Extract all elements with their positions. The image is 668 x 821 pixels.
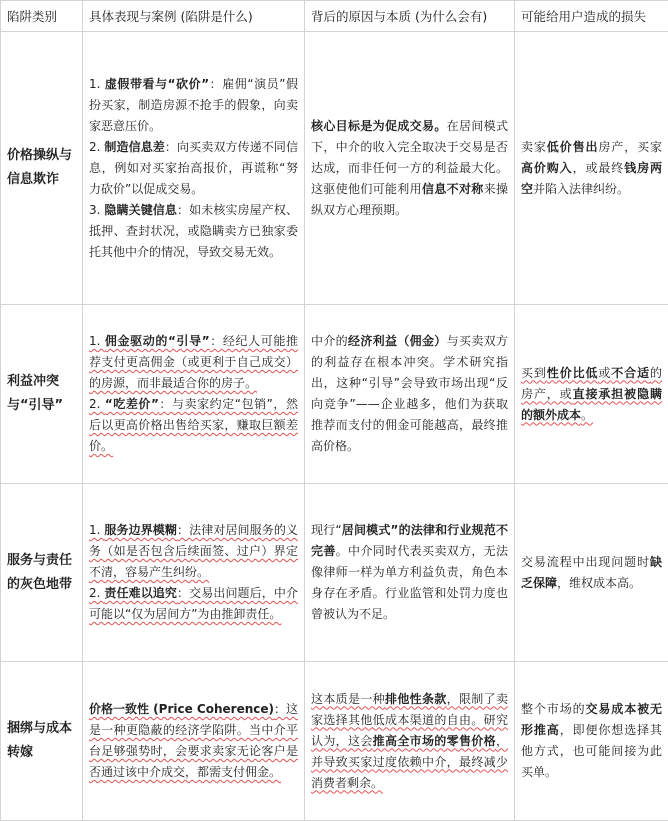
case-text: ：如未核实房屋产权、抵押、查封状况，或隐瞒卖方已独家委托其他中介的情况，导致交易无效。 — [89, 203, 298, 259]
case-item — [89, 394, 298, 457]
loss-text: ，维权成本高。 — [557, 576, 641, 590]
loss-cell — [515, 32, 668, 305]
reason-text: 这本质是一种 — [311, 692, 385, 706]
loss-text: 。 — [581, 408, 593, 422]
case-text: 1. — [89, 77, 105, 91]
loss-text: 不合适 — [611, 366, 650, 380]
loss-text: 低价售出 — [547, 140, 599, 154]
loss-text: ，或最终 — [573, 161, 625, 175]
case-text: ：交易出问题后，中介可能以“仅为居间方”为由推卸责任。 — [89, 586, 298, 621]
case-text: ：雇佣“演员”假扮买家，制造房源不抢手的假象，向卖家恶意压价。 — [89, 77, 298, 133]
table-row — [1, 305, 668, 484]
cases-cell — [83, 484, 305, 662]
case-text: ：向买卖双方传递不同信息，例如对买家抬高报价，再谎称“努力砍价”以促成交易。 — [89, 140, 298, 196]
category-cell: 利益冲突与“引导” — [1, 305, 83, 484]
case-text: 责任难以追究 — [104, 586, 177, 600]
loss-text: 钱房两空 — [521, 161, 662, 196]
case-text: 3. — [89, 203, 104, 217]
case-text: 1. — [89, 334, 105, 348]
loss-text: 交易成本被无形推高 — [521, 702, 662, 737]
cases-cell — [83, 662, 305, 821]
case-text: 服务边界模糊 — [104, 523, 177, 537]
reason-cell — [305, 32, 515, 305]
case-text: ：法律对居间服务的义务（如是否包含后续面签、过户）界定不清，容易产生纠纷。 — [89, 523, 298, 579]
case-text: 虚假带看与“砍价” — [105, 77, 209, 91]
case-item — [89, 137, 298, 200]
loss-text: 并陷入法律纠纷。 — [533, 182, 629, 196]
table-row — [1, 662, 668, 821]
case-text: 2. — [89, 140, 104, 154]
reason-text: 中介的 — [311, 334, 348, 348]
header-loss: 可能给用户造成的损失 — [515, 1, 668, 32]
case-text: 制造信息差 — [104, 140, 165, 154]
loss-cell — [515, 662, 668, 821]
loss-text: 直接承担被隐瞒的额外成本 — [521, 387, 662, 422]
case-text: 1. — [89, 523, 104, 537]
table-row — [1, 32, 668, 305]
case-item — [89, 699, 298, 783]
case-text: 佣金驱动的“引导” — [105, 334, 210, 348]
category-cell: 捆绑与成本转嫁 — [1, 662, 83, 821]
reason-text: 来操纵双方心理预期。 — [311, 182, 508, 217]
reason-cell — [305, 484, 515, 662]
cases-cell — [83, 32, 305, 305]
reason-text: 信息不对称 — [422, 182, 484, 196]
reason-cell — [305, 662, 515, 821]
reason-text: ，限制了卖家选择其他低成本渠道的自由。研究认为，这会 — [311, 692, 508, 748]
loss-text: 卖家 — [521, 140, 547, 154]
category-cell: 服务与责任的灰色地带 — [1, 484, 83, 662]
loss-text: 高价购入 — [521, 161, 573, 175]
reason-text: 在居间模式下，中介的收入完全取决于交易是否达成，而非任何一方的利益最大化。这驱使他们可能利用 — [311, 119, 508, 196]
case-item — [89, 331, 298, 394]
reason-text: 现行“ — [311, 523, 342, 537]
case-text: 隐瞒关键信息 — [104, 203, 177, 217]
reason-text: ，并导致买家过度依赖中介，最终减少消费者剩余。 — [311, 734, 508, 790]
case-item — [89, 583, 298, 625]
category-cell: 价格操纵与信息欺诈 — [1, 32, 83, 305]
loss-text: 或 — [598, 366, 611, 380]
case-item — [89, 200, 298, 263]
reason-text: 核心目标是为促成交易。 — [311, 119, 447, 133]
loss-cell — [515, 484, 668, 662]
reason-text: 经济利益（佣金） — [348, 334, 447, 348]
case-text: 价格一致性 (Price Coherence) — [89, 702, 274, 716]
reason-text: 推高全市场的零售价格 — [373, 734, 496, 748]
table-row — [1, 484, 668, 662]
case-text: “吃差价” — [105, 397, 159, 411]
header-cases: 具体表现与案例 (陷阱是什么) — [83, 1, 305, 32]
case-text: ：这是一种更隐蔽的经济学陷阱。当中介平台足够强势时，会要求卖家无论客户是否通过该中介成交，都需支付佣金。 — [89, 702, 298, 779]
header-reason: 背后的原因与本质 (为什么会有) — [305, 1, 515, 32]
loss-text: 整个市场的 — [521, 702, 586, 716]
loss-text: ，即便你想选择其他方式，也可能间接为此买单。 — [521, 723, 662, 779]
loss-text: 性价比低 — [547, 366, 599, 380]
loss-text: 房产，买家 — [598, 140, 662, 154]
reason-text: 排他性条款 — [385, 692, 447, 706]
cases-cell — [83, 305, 305, 484]
case-item — [89, 520, 298, 583]
loss-text: 交易流程中出现问题时 — [521, 555, 650, 569]
loss-text: 买到 — [521, 366, 547, 380]
case-text: ：经纪人可能推荐支付更高佣金（或更利于自己成交）的房源，而非最适合你的房子。 — [89, 334, 298, 390]
reason-cell — [305, 305, 515, 484]
header-row — [1, 1, 668, 32]
case-text: 2. — [89, 586, 104, 600]
case-text: ：与卖家约定“包销”，然后以更高价格出售给买家，赚取巨额差价。 — [89, 397, 298, 453]
reason-text: 居间模式”的法律和行业规范不完善 — [311, 523, 508, 558]
case-item — [89, 74, 298, 137]
loss-text: 缺乏保障 — [521, 555, 662, 590]
reason-text: 。中介同时代表买卖双方，无法像律师一样为单方利益负责，角色本身存在矛盾。行业监管和处罚力度也曾被认为不足。 — [311, 544, 508, 621]
reason-text: 与买卖双方的利益存在根本冲突。学术研究指出，这种“引导”会导致市场出现“反向竞争”——企业越多，他们为获取推荐而支付的佣金可能越高，最终推高价格。 — [311, 334, 508, 453]
header-category: 陷阱类别 — [1, 1, 83, 32]
case-text: 2. — [89, 397, 105, 411]
loss-cell — [515, 305, 668, 484]
loss-text: 的房产，或 — [521, 366, 662, 401]
